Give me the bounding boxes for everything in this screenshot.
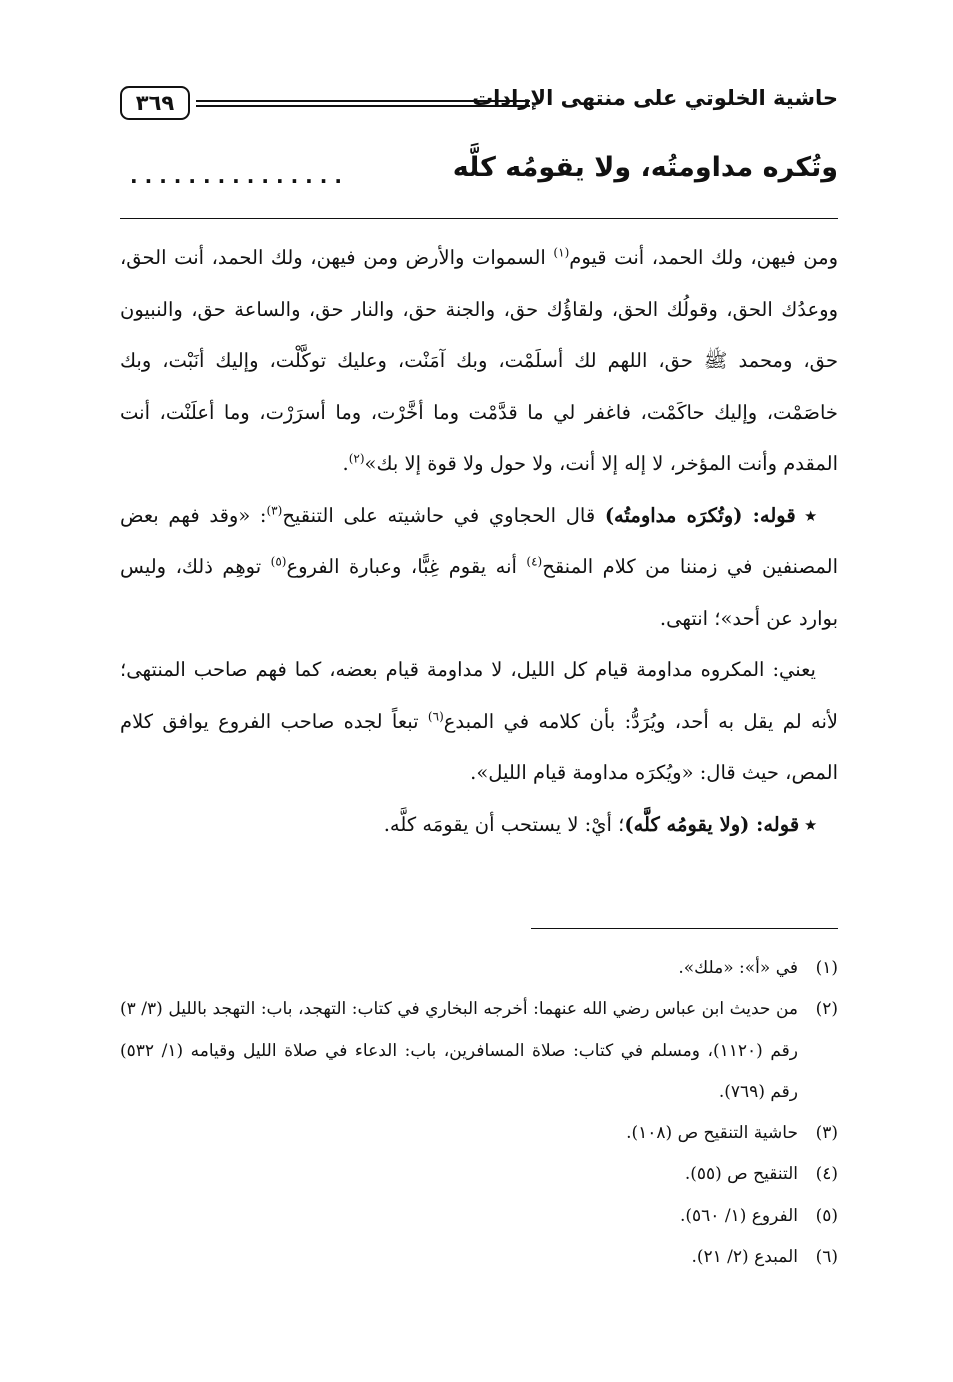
footnote-separator — [531, 928, 838, 929]
footnote-item — [120, 1113, 838, 1154]
paragraph — [120, 799, 838, 851]
footnote-text: في «أ»: «ملك». — [678, 958, 798, 978]
footnote-text: الفروع (١/ ٥٦٠). — [679, 1205, 798, 1226]
bullet-star: ٭ — [805, 503, 816, 527]
running-header — [120, 86, 838, 126]
text-run: السموات والأرض ومن فيهن، ولك الحمد، أنت الحق، ووعدُك الحق، وقولُك الحق، ولقاؤُك حق، والجنة حق، والنار حق، والساعة حق، والنبيون حق، ومحمد ﷺ حق، اللهم لك أسلَمْت، وبك آمَنْت، وعليك توكَّلْت، وإليك أنَبْت، وبك خاصَمْت، وإليك حاكَمْت، فاغفر لي ما قدَّمْت وما أخَّرْت، وما أسرَرْت، وما أعلَنْت، أنت المقدم وأنت المؤخر، لا إله إلا أنت، ولا حول ولا قوة إلا بك» — [120, 246, 838, 475]
paragraph — [120, 644, 838, 799]
quote-label: قوله: (ولا يقومُه كلَّه) — [624, 812, 800, 836]
matn-dots: ............... — [130, 164, 349, 188]
text-run: : «وقد فهم بعض المصنفين في زمننا من كلام المنقح — [120, 503, 838, 578]
text-run: ومن فيهن، ولك الحمد، أنت قيوم — [569, 246, 838, 269]
footnote-item — [120, 948, 838, 989]
page-number: ٣٦٩ — [120, 86, 190, 120]
footnote-number: (٣) — [815, 1123, 838, 1144]
footnote-ref[interactable]: (٥) — [270, 554, 287, 569]
text-run: توهِم ذلك، وليس بوارد عن أحد»؛ انتهى. — [120, 555, 838, 630]
bullet-star: ٭ — [805, 812, 816, 836]
paragraph — [120, 232, 838, 490]
matn-text: وتُكره مداومتُه، ولا يقومُه كلَّه — [452, 152, 838, 183]
text-run: تبعاً لجده صاحب الفروع يوافق كلام المص، حيث قال: «ويُكرَه مداومة قيام الليل». — [120, 709, 838, 784]
text-run: قال الحجاوي في حاشيته على التنقيح — [282, 503, 605, 527]
paragraph — [120, 490, 838, 645]
footnotes-list — [120, 948, 838, 1278]
footnote-item — [120, 1237, 838, 1278]
footnote-number: (٢) — [815, 999, 838, 1020]
footnote-item — [120, 989, 838, 1113]
matn-heading — [120, 152, 838, 214]
text-run: . — [342, 452, 349, 475]
footnote-text: التنقيح ص (٥٥). — [684, 1164, 798, 1185]
footnote-number: (١) — [815, 958, 838, 978]
footnote-text: حاشية التنقيح ص (١٠٨). — [626, 1123, 798, 1144]
footnote-number: (٤) — [815, 1164, 838, 1185]
footnote-text: من حديث ابن عباس رضي الله عنهما: أخرجه البخاري في كتاب: التهجد، باب: التهجد بالليل (٣/ ٣) رقم (١١٢٠)، ومسلم في كتاب: صلاة المسافرين، باب: الدعاء في صلاة الليل وقيامه (١/ ٥٣٢) رقم (٧٦٩). — [120, 999, 799, 1102]
footnote-number: (٥) — [815, 1205, 838, 1226]
text-run: يعني: المكروه مداومة قيام كل الليل، لا مداومة قيام بعضه، كما فهم صاحب المنتهى؛ لأنه لم يقل به أحد، ويُرَدُّ: بأن كلامه في المبدع — [120, 658, 838, 733]
footnote-ref[interactable]: (١) — [553, 245, 570, 260]
footnote-ref[interactable]: (٦) — [427, 709, 444, 723]
text-run: أنه يقوم غِبًّا، وعبارة الفروع — [286, 555, 527, 578]
commentary-body — [120, 232, 838, 850]
footnote-ref[interactable]: (٢) — [348, 451, 365, 466]
book-title: حاشية الخلوتي على منتهى الإرادات — [472, 86, 838, 110]
quote-label: قوله: (وتُكرَه مداومتُه) — [604, 503, 796, 527]
footnote-ref[interactable]: (٣) — [266, 503, 283, 517]
text-run: ؛ أيْ: لا يستحب أن يقومَه كلَّه. — [383, 812, 625, 836]
matn-rule — [120, 218, 838, 219]
footnote-item — [120, 1196, 838, 1237]
footnote-number: (٦) — [815, 1247, 838, 1268]
footnote-ref[interactable]: (٤) — [526, 554, 543, 569]
footnote-item — [120, 1154, 838, 1195]
footnote-text: المبدع (٢/ ٢١). — [691, 1247, 798, 1268]
